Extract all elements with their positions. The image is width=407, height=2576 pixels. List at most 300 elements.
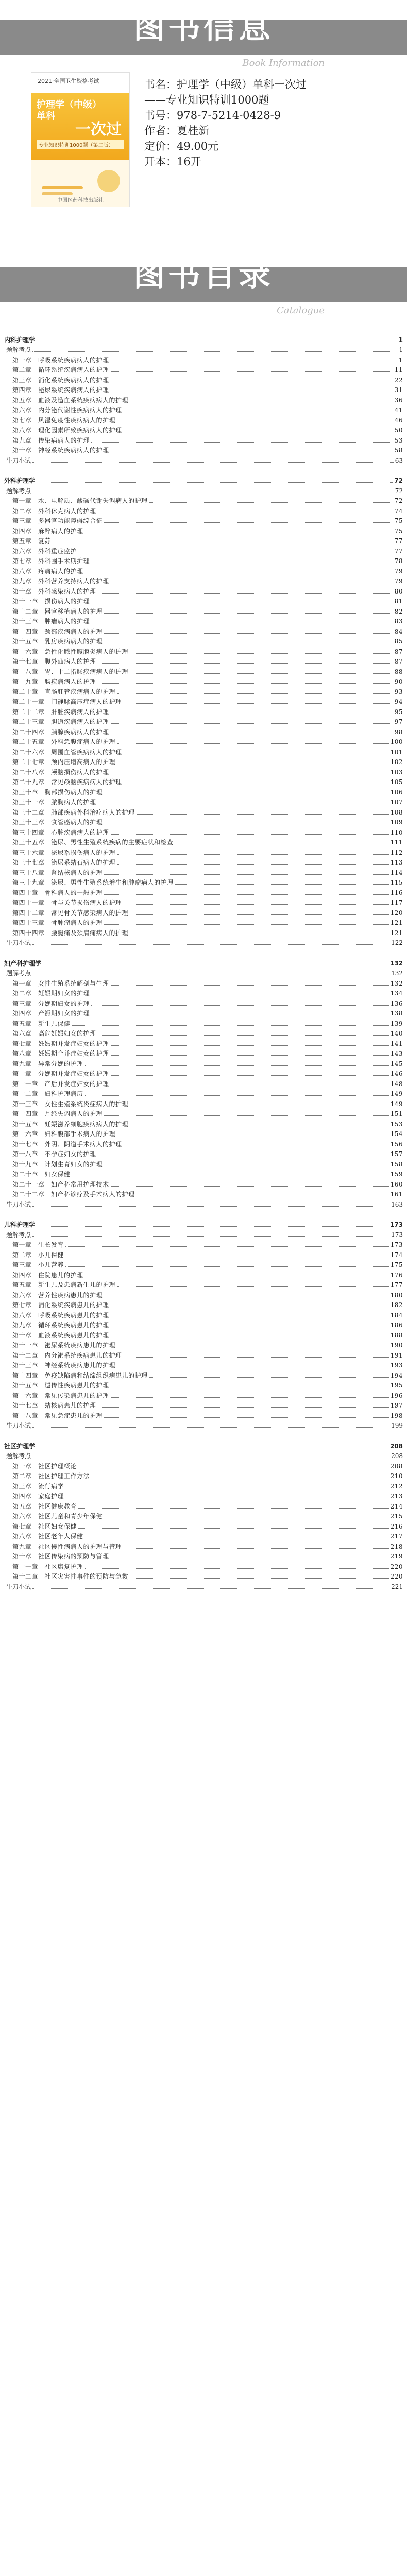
toc-label: 第十章 神经系统疾病病人的护理 — [12, 447, 109, 454]
toc-page-number: 116 — [390, 889, 403, 896]
toc-leader — [124, 904, 389, 905]
toc-chapter — [4, 434, 403, 445]
toc-label: 第二十八章 颅脑损伤病人的护理 — [12, 768, 109, 776]
toc-chapter — [4, 676, 403, 686]
book-author: 作者：夏桂新 — [144, 125, 209, 137]
toc-label: 第二十二章 肝脏疾病病人的护理 — [12, 708, 109, 716]
toc-leader — [111, 1397, 389, 1398]
toc-chapter — [4, 575, 403, 586]
toc-leader — [130, 934, 389, 935]
toc-leader — [111, 773, 389, 774]
toc-label: 第十八章 常见急症患儿的护理 — [12, 1412, 103, 1419]
toc-label: 第六章 内分泌代谢性疾病病人的护理 — [12, 406, 122, 414]
toc-page-number: 121 — [390, 919, 403, 926]
toc-chapter — [4, 666, 403, 676]
section-title: 图书目录 — [133, 256, 274, 293]
toc-group — [4, 937, 403, 947]
toc-page-number: 79 — [394, 567, 403, 575]
toc-page-number: 173 — [389, 1221, 403, 1228]
toc-chapter — [4, 1561, 403, 1571]
toc-page-number: 156 — [390, 1140, 403, 1148]
toc-chapter — [4, 877, 403, 887]
toc-page-number: 216 — [390, 1522, 403, 1530]
toc-page-number: 132 — [391, 970, 403, 977]
toc-page-number: 151 — [390, 1110, 403, 1117]
toc-leader — [43, 964, 388, 965]
toc-page-number: 153 — [390, 1120, 403, 1128]
toc-leader — [85, 1537, 389, 1538]
toc-chapter — [4, 817, 403, 827]
toc-leader — [111, 1326, 389, 1327]
toc-page-number: 72 — [394, 497, 403, 504]
toc-page-number: 220 — [390, 1573, 403, 1580]
toc-chapter — [4, 1389, 403, 1400]
toc-leader — [149, 502, 393, 503]
book-price: 定价：49.00元 — [144, 140, 219, 152]
toc-leader — [111, 1075, 389, 1076]
toc-page-number: 177 — [390, 1281, 403, 1289]
toc-chapter — [4, 364, 403, 375]
toc-page-number: 103 — [390, 768, 403, 776]
toc-chapter — [4, 625, 403, 636]
toc-chapter — [4, 1520, 403, 1531]
toc-leader — [111, 1045, 389, 1046]
toc-page-number: 94 — [394, 698, 403, 705]
toc-page-number: 132 — [389, 959, 403, 967]
toc-chapter — [4, 636, 403, 646]
toc-leader — [111, 1306, 389, 1307]
toc-leader — [117, 1135, 389, 1136]
toc-label: 第三章 消化系统疾病病人的护理 — [12, 376, 109, 384]
toc-page-number: 113 — [390, 859, 403, 866]
toc-chapter — [4, 1098, 403, 1108]
toc-leader — [104, 633, 393, 634]
toc-leader — [98, 1406, 389, 1408]
toc-chapter — [4, 404, 403, 415]
toc-label: 第十三章 神经系统疾病患儿的护理 — [12, 1362, 116, 1369]
toc-page-number: 136 — [390, 999, 403, 1007]
toc-label: 第二十章 妇女保健 — [12, 1171, 71, 1178]
toc-label: 第六章 社区儿童和青少年保健 — [12, 1513, 103, 1520]
toc-leader — [137, 814, 389, 815]
toc-leader — [104, 1165, 389, 1166]
toc-label: 第一章 女性生殖系统解剖与生理 — [12, 979, 109, 987]
toc-leader — [98, 803, 389, 804]
toc-chapter — [4, 1470, 403, 1481]
toc-page-number: 22 — [394, 376, 403, 384]
book-title-sub: ——专业知识特训1000题 — [144, 94, 269, 106]
toc-leader — [111, 1557, 389, 1558]
toc-chapter — [4, 525, 403, 535]
toc-page-number: 215 — [390, 1513, 403, 1520]
toc-label: 题解考点 — [6, 346, 31, 353]
toc-chapter — [4, 1128, 403, 1139]
toc-label: 第十一章 泌尿系统疾病患儿的护理 — [12, 1342, 116, 1349]
toc-label: 第九章 社区慢性病病人的护理与管理 — [12, 1543, 122, 1550]
toc-leader — [53, 542, 393, 543]
toc-chapter — [4, 1511, 403, 1521]
toc-leader — [78, 1528, 389, 1529]
toc-section — [4, 1440, 403, 1450]
toc-leader — [111, 1185, 389, 1187]
toc-leader — [72, 1025, 389, 1026]
toc-label: 第十七章 结核病患儿的护理 — [12, 1402, 96, 1409]
toc-label: 第十章 分娩期并发症妇女的护理 — [12, 1070, 109, 1077]
toc-chapter — [4, 1279, 403, 1290]
toc-leader — [91, 994, 389, 995]
toc-leader — [37, 341, 397, 342]
toc-label: 第十三章 肿瘤病人的护理 — [12, 618, 90, 625]
section-title: 图书信息 — [133, 8, 274, 46]
toc-label: 第三十二章 肺部疾病外科治疗病人的护理 — [12, 808, 135, 816]
toc-label: 第二十一章 门静脉高压症病人的护理 — [12, 698, 122, 705]
toc-page-number: 213 — [390, 1493, 403, 1500]
toc-leader — [32, 492, 394, 493]
toc-label: 题解考点 — [6, 970, 31, 977]
cover-brand: 2021·全国卫生资格考试 — [38, 78, 99, 84]
toc-label: 第五章 复苏 — [12, 537, 52, 545]
toc-leader — [91, 602, 393, 603]
toc-page-number: 1 — [399, 346, 403, 353]
toc-label: 第十二章 妇科护理病历 — [12, 1090, 83, 1097]
toc-label: 第十六章 急性化脓性腹膜炎病人的护理 — [12, 648, 129, 655]
toc-label: 第五章 血液及造血系统疾病病人的护理 — [12, 396, 129, 404]
toc-chapter — [4, 1178, 403, 1189]
toc-label: 第三十六章 泌尿系损伤病人的护理 — [12, 849, 116, 856]
toc-label: 牛刀小试 — [6, 456, 31, 464]
toc-leader — [78, 552, 393, 553]
toc-leader — [124, 783, 389, 784]
toc-leader — [32, 1588, 389, 1589]
toc-leader — [85, 1276, 389, 1277]
toc-chapter — [4, 696, 403, 706]
toc-chapter — [4, 736, 403, 747]
toc-chapter — [4, 837, 403, 847]
toc-leader — [117, 421, 393, 422]
toc-leader — [130, 914, 389, 915]
toc-chapter — [4, 776, 403, 787]
toc-leader — [104, 522, 393, 523]
toc-chapter — [4, 1531, 403, 1541]
toc-label: 外科护理学 — [4, 477, 36, 484]
toc-label: 第三章 分娩期妇女的护理 — [12, 999, 90, 1007]
toc-chapter — [4, 1319, 403, 1330]
toc-label: 第七章 消化系统疾病患儿的护理 — [12, 1301, 109, 1309]
toc-leader — [98, 592, 393, 594]
toc-leader — [124, 753, 389, 754]
toc-page-number: 74 — [394, 507, 403, 515]
toc-label: 第九章 循环系统疾病患儿的护理 — [12, 1321, 109, 1329]
toc-group — [4, 454, 403, 465]
toc-chapter — [4, 414, 403, 425]
toc-leader — [98, 683, 393, 684]
toc-page-number: 186 — [390, 1321, 403, 1329]
toc-page-number: 134 — [390, 990, 403, 997]
toc-label: 第一章 水、电解质、酸碱代谢失调病人的护理 — [12, 497, 148, 504]
toc-label: 第六章 营养性疾病患儿的护理 — [12, 1291, 103, 1299]
toc-leader — [32, 1206, 389, 1207]
toc-chapter — [4, 716, 403, 726]
toc-leader — [111, 733, 393, 734]
toc-chapter — [4, 1158, 403, 1168]
toc-chapter — [4, 646, 403, 656]
toc-label: 第十九章 计划生育妇女的护理 — [12, 1160, 103, 1168]
toc-chapter — [4, 1289, 403, 1299]
toc-page-number: 105 — [390, 778, 403, 786]
toc-leader — [91, 1005, 389, 1006]
section-subtitle: Catalogue — [277, 305, 325, 316]
toc-page-number: 120 — [390, 909, 403, 917]
toc-chapter — [4, 1410, 403, 1420]
toc-chapter — [4, 1148, 403, 1159]
toc-leader — [85, 572, 393, 573]
toc-leader — [104, 894, 389, 895]
toc-label: 第八章 理化因素所致疾病病人的护理 — [12, 427, 122, 434]
toc-label: 第四十三章 骨肿瘤病人的护理 — [12, 919, 103, 926]
toc-page-number: 160 — [390, 1180, 403, 1188]
toc-chapter — [4, 786, 403, 796]
toc-leader — [98, 1155, 389, 1156]
toc-leader — [104, 793, 389, 794]
toc-page-number: 88 — [394, 668, 403, 675]
toc-label: 第一章 呼吸系统疾病病人的护理 — [12, 356, 109, 364]
toc-label: 妇产科护理学 — [4, 959, 42, 967]
toc-chapter — [4, 596, 403, 606]
toc-chapter — [4, 927, 403, 937]
toc-section — [4, 334, 403, 344]
toc-leader — [91, 1014, 389, 1015]
toc-page-number: 110 — [390, 828, 403, 836]
toc-leader — [111, 834, 389, 835]
toc-leader — [78, 1507, 389, 1509]
toc-chapter — [4, 846, 403, 857]
toc-page-number: 81 — [394, 598, 403, 605]
toc-label: 第二十九章 常见颅脑疾病病人的护理 — [12, 778, 122, 786]
toc-label: 第六章 外科重症监护 — [12, 547, 77, 555]
toc-chapter — [4, 1108, 403, 1118]
toc-label: 第三十三章 食管癌病人的护理 — [12, 819, 103, 826]
toc-label: 第七章 社区妇女保健 — [12, 1522, 77, 1530]
toc-label: 第三十四章 心脏疾病病人的护理 — [12, 828, 109, 836]
toc-label: 第四章 住院患儿的护理 — [12, 1271, 83, 1279]
toc-leader — [117, 743, 389, 744]
toc-page-number: 208 — [391, 1452, 403, 1460]
toc-chapter — [4, 1551, 403, 1561]
toc-chapter — [4, 1269, 403, 1279]
toc-page-number: 197 — [390, 1402, 403, 1409]
toc-page-number: 36 — [394, 396, 403, 404]
toc-label: 第十一章 产后并发症妇女的护理 — [12, 1080, 109, 1088]
toc-leader — [37, 1447, 388, 1448]
toc-chapter — [4, 857, 403, 867]
toc-leader — [85, 1095, 389, 1096]
toc-label: 第十一章 损伤病人的护理 — [12, 598, 90, 605]
toc-page-number: 199 — [391, 1422, 403, 1429]
toc-page-number: 72 — [394, 477, 403, 484]
toc-chapter — [4, 1369, 403, 1380]
toc-leader — [130, 1125, 389, 1126]
toc-page-number: 122 — [391, 939, 403, 946]
toc-chapter — [4, 1138, 403, 1148]
toc-label: 第四章 家庭护理 — [12, 1493, 64, 1500]
toc-chapter — [4, 1018, 403, 1028]
cover-subtitle: 专业知识特训1000题（第二版） — [37, 140, 124, 149]
toc-leader — [111, 985, 389, 986]
toc-page-number: 193 — [390, 1362, 403, 1369]
toc-chapter — [4, 616, 403, 626]
toc-chapter — [4, 907, 403, 917]
toc-page-number: 196 — [390, 1392, 403, 1399]
toc-label: 第六章 高危妊娠妇女的护理 — [12, 1030, 96, 1037]
toc-label: 第三章 小儿营养 — [12, 1261, 64, 1268]
toc-chapter — [4, 1400, 403, 1410]
toc-page-number: 198 — [390, 1412, 403, 1419]
toc-group — [4, 968, 403, 978]
toc-group — [4, 1450, 403, 1461]
toc-page-number: 158 — [390, 1160, 403, 1168]
toc-page-number: 87 — [394, 658, 403, 665]
toc-page-number: 53 — [394, 436, 403, 444]
toc-page-number: 100 — [390, 738, 403, 745]
toc-page-number: 210 — [390, 1472, 403, 1480]
toc-chapter — [4, 1340, 403, 1350]
toc-page-number: 157 — [390, 1150, 403, 1158]
toc-chapter — [4, 917, 403, 927]
toc-chapter — [4, 585, 403, 596]
toc-page-number: 184 — [390, 1311, 403, 1319]
toc-page-number: 132 — [390, 979, 403, 987]
toc-leader — [124, 431, 393, 432]
toc-label: 第四章 麻醉病人的护理 — [12, 527, 83, 535]
toc-chapter — [4, 1048, 403, 1058]
toc-page-number: 77 — [394, 547, 403, 555]
toc-page-number: 190 — [390, 1342, 403, 1349]
toc-page-number: 214 — [390, 1502, 403, 1510]
toc-chapter — [4, 1249, 403, 1259]
toc-leader — [32, 944, 389, 945]
toc-page-number: 145 — [390, 1060, 403, 1067]
toc-label: 第十八章 胃、十二指肠疾病病人的护理 — [12, 668, 129, 675]
toc-label: 第四十一章 骨与关节损伤病人的护理 — [12, 899, 122, 906]
toc-leader — [65, 1256, 389, 1257]
toc-label: 第八章 呼吸系统疾病患儿的护理 — [12, 1311, 109, 1319]
toc-leader — [130, 673, 393, 674]
toc-label: 牛刀小试 — [6, 1422, 31, 1429]
toc-page-number: 146 — [390, 1070, 403, 1077]
toc-leader — [104, 1417, 389, 1418]
toc-page-number: 115 — [390, 879, 403, 886]
toc-chapter — [4, 1571, 403, 1581]
toc-leader — [124, 1357, 389, 1358]
toc-page-number: 221 — [391, 1583, 403, 1590]
toc-page-number: 98 — [394, 728, 403, 736]
toc-label: 第十章 血液系统疾病患儿的护理 — [12, 1331, 109, 1339]
toc-label: 第十二章 器官移植病人的护理 — [12, 607, 103, 615]
toc-page-number: 154 — [390, 1130, 403, 1138]
toc-page-number: 41 — [394, 406, 403, 414]
toc-label: 第二章 循环系统疾病病人的护理 — [12, 366, 109, 374]
toc-label: 儿科护理学 — [4, 1221, 36, 1228]
toc-label: 第十六章 常见传染病患儿的护理 — [12, 1392, 109, 1399]
toc-group — [4, 1229, 403, 1239]
toc-page-number: 218 — [390, 1543, 403, 1550]
book-format: 开本：16开 — [144, 156, 201, 168]
toc-label: 第一章 社区护理概论 — [12, 1462, 77, 1470]
toc-chapter — [4, 354, 403, 364]
toc-page-number: 106 — [390, 788, 403, 796]
toc-label: 牛刀小试 — [6, 1583, 31, 1590]
toc-leader — [117, 763, 389, 764]
toc-label: 第十二章 社区灾害性事件的预防与急救 — [12, 1573, 129, 1580]
toc-page-number: 58 — [394, 447, 403, 454]
toc-page-number: 176 — [390, 1271, 403, 1279]
toc-page-number: 141 — [390, 1040, 403, 1047]
toc-label: 第十章 外科感染病人的护理 — [12, 587, 96, 595]
toc-page-number: 109 — [390, 819, 403, 826]
toc-page-number: 11 — [394, 366, 403, 374]
toc-page-number: 114 — [390, 869, 403, 876]
toc-chapter — [4, 1460, 403, 1470]
toc-label: 第三十八章 肾结核病人的护理 — [12, 869, 103, 876]
toc-leader — [124, 1145, 389, 1146]
toc-page-number: 188 — [390, 1331, 403, 1339]
toc-chapter — [4, 988, 403, 998]
toc-chapter — [4, 806, 403, 817]
toc-label: 第十五章 乳房疾病病人的护理 — [12, 638, 103, 645]
toc-label: 牛刀小试 — [6, 1200, 31, 1208]
toc-label: 第八章 妊娠期合并症妇女的护理 — [12, 1050, 109, 1057]
toc-page-number: 212 — [390, 1482, 403, 1490]
toc-leader — [130, 653, 393, 654]
toc-chapter — [4, 977, 403, 988]
toc-label: 第三十章 胸部损伤病人的护理 — [12, 788, 103, 796]
toc-label: 第二十一章 妇产科常用护理技术 — [12, 1180, 109, 1188]
toc-leader — [72, 1175, 389, 1176]
toc-page-number: 111 — [390, 839, 403, 846]
toc-chapter — [4, 706, 403, 716]
toc-page-number: 143 — [390, 1050, 403, 1057]
toc-chapter — [4, 1058, 403, 1068]
toc-label: 第七章 妊娠期并发症妇女的护理 — [12, 1040, 109, 1047]
toc-label: 第二十四章 胰腺疾病病人的护理 — [12, 728, 109, 736]
toc-leader — [104, 1296, 389, 1297]
toc-leader — [65, 1246, 389, 1247]
toc-chapter — [4, 826, 403, 837]
toc-leader — [104, 874, 389, 875]
toc-label: 第十一章 社区康复护理 — [12, 1563, 83, 1570]
toc-chapter — [4, 997, 403, 1008]
toc-label: 第一章 生长发育 — [12, 1241, 64, 1248]
toc-label: 第三十七章 泌尿系结石病人的护理 — [12, 859, 116, 866]
toc-chapter — [4, 605, 403, 616]
toc-page-number: 219 — [390, 1553, 403, 1560]
toc-chapter — [4, 887, 403, 897]
toc-page-number: 117 — [390, 899, 403, 906]
toc-page-number: 77 — [394, 537, 403, 545]
book-cover — [31, 72, 130, 207]
toc-label: 第九章 外科营养支持病人的护理 — [12, 578, 109, 585]
toc-page-number: 180 — [390, 1291, 403, 1299]
toc-page-number: 138 — [390, 1010, 403, 1017]
toc-chapter — [4, 1038, 403, 1048]
toc-page-number: 63 — [395, 456, 403, 464]
toc-page-number: 148 — [390, 1080, 403, 1088]
toc-leader — [117, 693, 393, 694]
toc-leader — [85, 1065, 389, 1066]
toc-label: 社区护理学 — [4, 1442, 36, 1450]
toc-label: 第二十章 直肠肛管疾病病人的护理 — [12, 688, 116, 696]
toc-page-number: 139 — [390, 1020, 403, 1027]
